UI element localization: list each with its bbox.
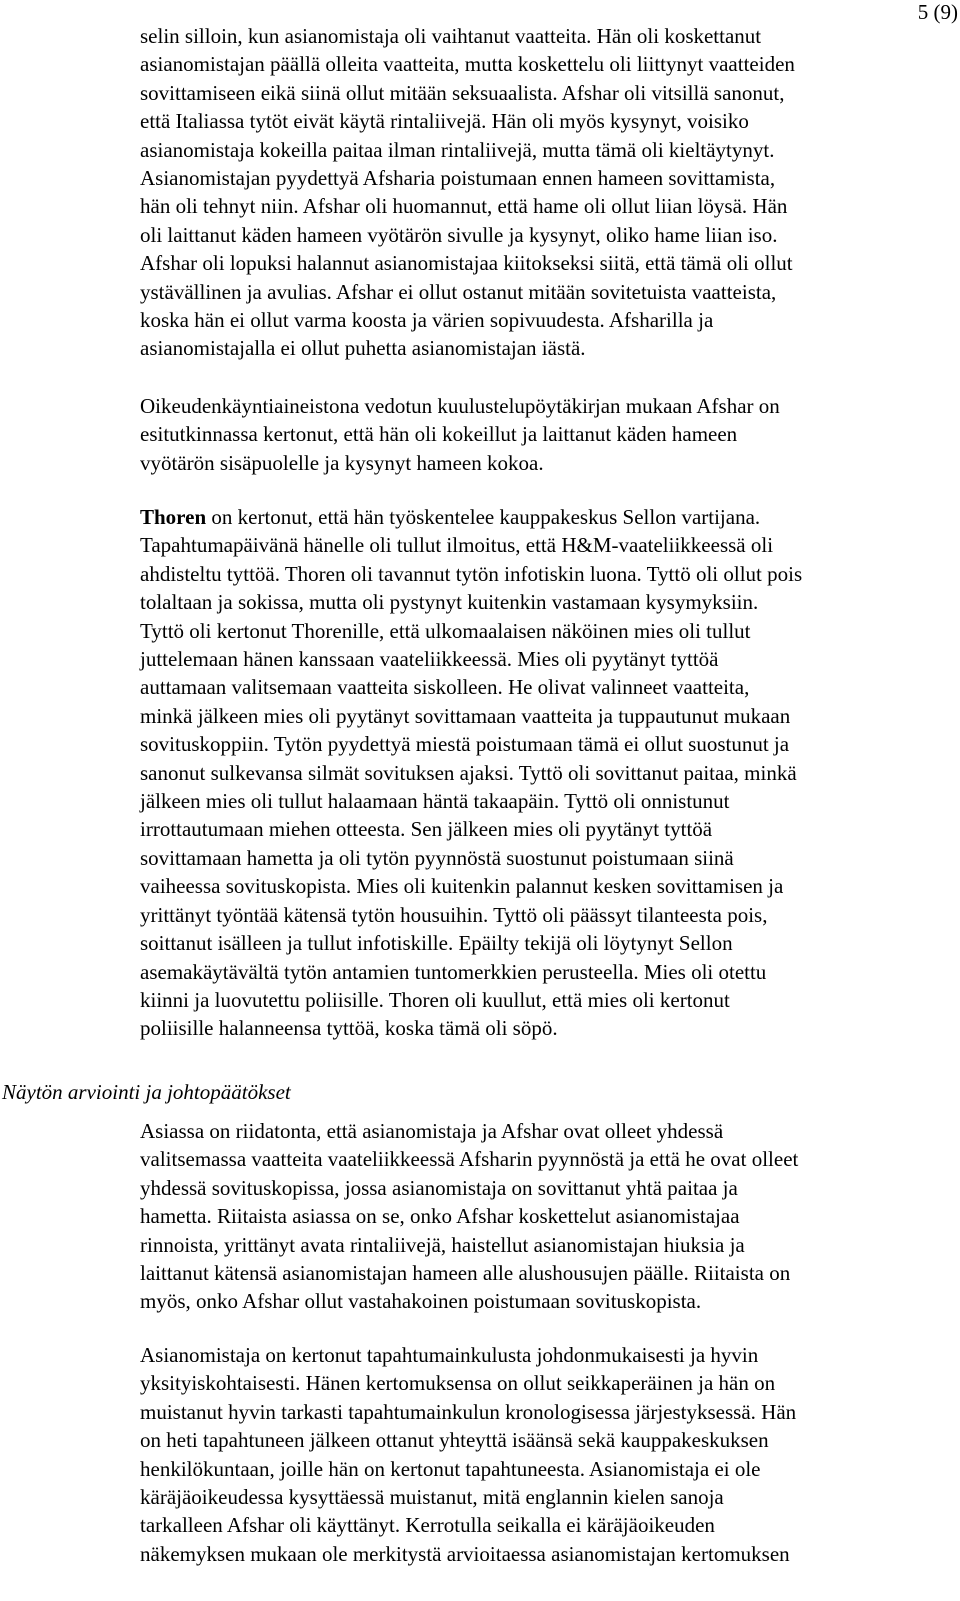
text-line: Tapahtumapäivänä hänelle oli tullut ilmoitus, että H&M-vaateliikkeessä oli: [140, 533, 774, 558]
text-line-rest: on kertonut, että hän työskentelee kauppakeskus Sellon vartijana.: [206, 505, 761, 529]
text-line: auttamaan valitsemaan vaatteita siskolleen. He olivat valinneet vaatteita,: [140, 675, 750, 700]
text-line: Tyttö oli kertonut Thorenille, että ulkomaalaisen näköinen mies oli tullut: [140, 618, 751, 643]
text-line: asianomistajan päällä olleita vaatteita, mutta koskettelu oli liittynyt vaatteiden: [140, 52, 795, 77]
text-line: vaiheessa sovituskopista. Mies oli kuitenkin palannut kesken sovittamisen ja: [140, 874, 784, 899]
text-line: että Italiassa tytöt eivät käytä rintaliivejä. Hän oli myös kysynyt, voisiko: [140, 109, 749, 134]
text-line: sovittamaan hametta ja oli tytön pyynnöstä suostunut poistumaan siinä: [140, 845, 734, 870]
text-line: muistanut hyvin tarkasti tapahtumainkulun kronologisessa järjestyksessä. Hän: [140, 1399, 797, 1424]
text-line: ystävällinen ja avulias. Afshar ei ollut ostanut mitään sovitetuista vaatteista,: [140, 279, 777, 304]
text-line: yrittänyt työntää kätensä tytön housuihin. Tyttö oli päässyt tilanteesta pois,: [140, 902, 768, 927]
text-line: selin silloin, kun asianomistaja oli vaihtanut vaatteita. Hän oli koskettanut: [140, 24, 762, 48]
text-line: juttelemaan hänen kanssaan vaateliikkeessä. Mies oli pyytänyt tyttöä: [140, 647, 719, 672]
text-line: kiinni ja luovutettu poliisille. Thoren oli kuullut, että mies oli kertonut: [140, 987, 730, 1012]
text-line: poliisille halanneensa tyttöä, koska tämä oli söpö.: [140, 1016, 558, 1041]
text-line: näkemyksen mukaan ole merkitystä arvioitaessa asianomistajan kertomuksen: [140, 1541, 790, 1566]
text-line: irrottautumaan miehen otteesta. Sen jälkeen mies oli pyytänyt tyttöä: [140, 817, 713, 842]
text-line: myös, onko Afshar ollut vastahakoinen poistumaan sovituskopista.: [140, 1289, 702, 1314]
text-line: sovituskoppiin. Tytön pyydettyä miestä poistumaan tämä ei ollut suostunut ja: [140, 732, 790, 757]
page-number: 5 (9): [917, 0, 958, 24]
paragraph-defendant-account: [140, 22, 960, 363]
text-line: vyötärön sisäpuolelle ja kysynyt hameen kokoa.: [140, 450, 544, 475]
text-line: hametta. Riitaista asiassa on se, onko Afshar koskettelut asianomistajaa: [140, 1204, 740, 1229]
section-heading: Näytön arviointi ja johtopäätökset: [2, 1080, 291, 1104]
text-line: yksityiskohtaisesti. Hänen kertomuksensa on ollut seikkaperäinen ja hän on: [140, 1371, 776, 1396]
text-line: koska hän ei ollut varma koosta ja värien sopivuudesta. Afsharilla ja: [140, 308, 714, 333]
text-line: yhdessä sovituskopissa, jossa asianomistaja on sovittanut yhtä paitaa ja: [140, 1175, 738, 1200]
text-line: sanonut sulkevansa silmät sovituksen ajaksi. Tyttö oli sovittanut paitaa, minkä: [140, 760, 797, 785]
text-line: Afshar oli lopuksi halannut asianomistajaa kiitokseksi siitä, että tämä oli ollut: [140, 251, 793, 276]
text-line: valitsemassa vaatteita vaateliikkeessä Afsharin pyynnöstä ja että he ovat olleet: [140, 1147, 799, 1172]
text-line: esitutkinnassa kertonut, että hän oli kokeillut ja laittanut käden hameen: [140, 422, 738, 447]
paragraph-witness-thoren: [140, 503, 960, 1043]
text-line: laittanut kätensä asianomistajan hameen alle alushousujen päälle. Riitaista on: [140, 1261, 791, 1286]
text-line: Asiassa on riidatonta, että asianomistaja ja Afshar ovat olleet yhdessä: [140, 1119, 724, 1143]
text-line: asemakäytävältä tytön antamien tuntomerkkien perusteella. Mies oli otettu: [140, 959, 767, 984]
text-line: hän oli tehnyt niin. Afshar oli huomannut, että hame oli ollut liian löysä. Hän: [140, 194, 788, 219]
text-line: Asianomistaja on kertonut tapahtumainkulusta johdonmukaisesti ja hyvin: [140, 1343, 759, 1367]
text-line: henkilökuntaan, joille hän on kertonut tapahtuneesta. Asianomistaja ei ole: [140, 1456, 761, 1481]
text-line: jälkeen mies oli tullut halaamaan häntä takaapäin. Tyttö oli onnistunut: [140, 789, 730, 814]
paragraph-complainant-credibility: [140, 1341, 960, 1568]
text-line: on heti tapahtuneen jälkeen ottanut yhteyttä isäänsä sekä kauppakeskuksen: [140, 1428, 769, 1453]
text-line: sovittamiseen eikä siinä ollut mitään seksuaalista. Afshar oli vitsillä sanonut,: [140, 80, 785, 105]
text-line: Asianomistajan pyydettyä Afsharia poistumaan ennen hameen sovittamista,: [140, 166, 776, 191]
text-line: asianomistaja kokeilla paitaa ilman rintaliivejä, mutta tämä oli kieltäytynyt.: [140, 137, 775, 162]
text-line: soittanut isälleen ja tullut infotiskille. Epäilty tekijä oli löytynyt Sellon: [140, 931, 733, 956]
text-line: tarkalleen Afshar oli käyttänyt. Kerrotulla seikalla ei käräjäoikeuden: [140, 1513, 715, 1538]
text-line: tolaltaan ja sokissa, mutta oli pystynyt kuitenkin vastamaan kysymyksiin.: [140, 590, 759, 615]
text-line: oli laittanut käden hameen vyötärön sivulle ja kysynyt, oliko hame liian iso.: [140, 222, 778, 247]
text-line: ahdisteltu tyttöä. Thoren oli tavannut tytön infotiskin luona. Tyttö oli ollut pois: [140, 561, 803, 586]
paragraph-pretrial-record: [140, 392, 960, 477]
text-line: minkä jälkeen mies oli pyytänyt sovittamaan vaatteita ja tuppautunut mukaan: [140, 703, 791, 728]
text-line: asianomistajalla ei ollut puhetta asianomistajan iästä.: [140, 336, 586, 361]
text-line: käräjäoikeudessa kysyttäessä muistanut, mitä englannin kielen sanoja: [140, 1485, 724, 1510]
witness-name: Thoren: [140, 505, 207, 529]
text-line: rinnoista, yrittänyt avata rintaliivejä, haistellut asianomistajan hiuksia ja: [140, 1232, 745, 1257]
paragraph-undisputed-facts: [140, 1117, 960, 1316]
text-line: Oikeudenkäyntiaineistona vedotun kuulustelupöytäkirjan mukaan Afshar on: [140, 394, 780, 418]
text-line: [140, 503, 960, 531]
